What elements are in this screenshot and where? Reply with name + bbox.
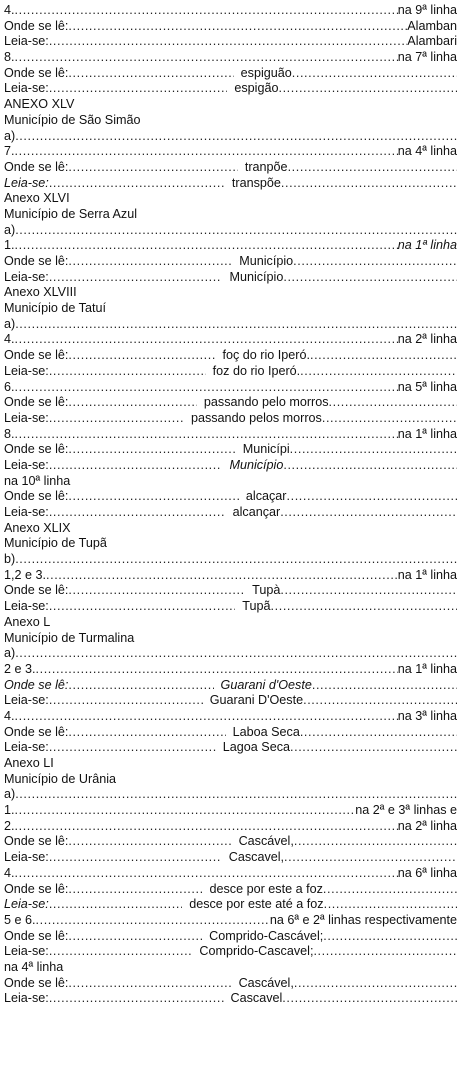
errata-line [4, 929, 457, 945]
dot-leader [68, 583, 245, 599]
errata-line [4, 819, 457, 835]
errata-line [4, 317, 457, 333]
line-reference: Alamban [407, 18, 457, 33]
correction-term: Municípi [242, 442, 290, 457]
correction-term: Cascavel [230, 991, 283, 1006]
correction-label: Onde se lê: [4, 928, 69, 943]
errata-line [4, 521, 457, 537]
correction-term: alcançar [232, 505, 281, 519]
dot-leader [68, 678, 213, 694]
errata-line [4, 474, 457, 490]
dot-leader [303, 693, 457, 709]
dot-leader [68, 929, 202, 945]
errata-line [4, 631, 457, 647]
errata-line [4, 834, 457, 850]
item-label: a) [4, 787, 16, 802]
errata-line [4, 458, 457, 474]
dot-leader [15, 144, 398, 160]
dot-leader [312, 678, 457, 694]
dot-leader [280, 505, 457, 521]
section-heading: Município de Serra Azul [4, 206, 138, 221]
errata-line [4, 662, 457, 678]
errata-line [4, 270, 457, 286]
dot-leader [15, 819, 398, 835]
section-heading: Anexo XLVIII [4, 285, 77, 300]
correction-term: passando pelo morros [203, 395, 329, 410]
dot-leader [49, 991, 224, 1007]
dot-leader [293, 254, 457, 270]
item-label: a) [4, 316, 16, 331]
item-label: 1,2 e 3. [4, 567, 47, 582]
errata-line [4, 66, 457, 82]
dot-leader [280, 583, 457, 599]
correction-label: Leia-se: [4, 944, 49, 959]
dot-leader [294, 976, 457, 992]
correction-label: Leia-se: [4, 410, 49, 425]
correction-label: Leia-se: [4, 740, 49, 755]
errata-line [4, 285, 457, 301]
dot-leader [323, 882, 457, 898]
errata-line [4, 332, 457, 348]
dot-leader [49, 693, 203, 709]
errata-line [4, 505, 457, 521]
correction-label: Leia-se: [4, 505, 49, 519]
item-label: 1. [4, 803, 15, 818]
dot-leader [68, 348, 215, 364]
errata-line [4, 301, 457, 317]
errata-line [4, 254, 457, 270]
dot-leader [324, 897, 457, 913]
correction-label: Onde se lê: [4, 395, 69, 410]
errata-line [4, 552, 457, 568]
correction-term: Comprido-Cascavel; [199, 944, 314, 959]
dot-leader [46, 568, 398, 584]
correction-label: Onde se lê: [4, 724, 69, 739]
correction-term: Tupà [252, 583, 281, 598]
correction-label: Leia-se: [4, 81, 49, 96]
errata-line [4, 348, 457, 364]
dot-leader [36, 662, 398, 678]
errata-line [4, 238, 457, 254]
item-label: b) [4, 552, 16, 567]
item-label: 4. [4, 332, 15, 347]
line-reference: na 5ª linha [397, 379, 457, 394]
item-label: 2 e 3. [4, 661, 36, 676]
errata-line [4, 129, 457, 145]
item-label: 1. [4, 238, 15, 253]
section-heading: Anexo L [4, 614, 51, 629]
line-reference: na 9ª linha [397, 3, 457, 17]
correction-term: Tupã [242, 599, 271, 614]
errata-line [4, 756, 457, 772]
errata-line [4, 709, 457, 725]
errata-line [4, 693, 457, 709]
line-reference: na 1ª linha [397, 238, 457, 253]
dot-leader [49, 740, 216, 756]
errata-line [4, 364, 457, 380]
dot-leader [15, 427, 398, 443]
dot-leader [49, 364, 206, 380]
dot-leader [36, 913, 270, 929]
line-reference: na 6ª linha [397, 865, 457, 880]
errata-line [4, 176, 457, 192]
correction-term: Cascável, [238, 834, 294, 849]
line-reference: na 1ª linha [397, 567, 457, 582]
correction-term: Município [229, 269, 284, 284]
errata-line [4, 568, 457, 584]
dot-leader [68, 254, 232, 270]
dot-leader [15, 3, 398, 19]
item-label: a) [4, 646, 16, 661]
dot-leader [68, 19, 407, 35]
correction-term: Guarani d'Oeste [220, 677, 312, 692]
dot-leader [15, 646, 457, 662]
dot-leader [290, 740, 457, 756]
correction-label: Leia-se: [4, 693, 49, 708]
dot-leader [49, 944, 193, 960]
dot-leader [49, 850, 222, 866]
dot-leader [49, 505, 226, 521]
errata-line [4, 772, 457, 788]
dot-leader [49, 458, 223, 474]
correction-term: foz do rio Iperó. [212, 363, 301, 378]
dot-leader [49, 176, 225, 192]
dot-leader [283, 458, 457, 474]
line-reference: na 6ª e 2ª linhas respectivamente [269, 912, 457, 927]
correction-label: Onde se lê: [4, 348, 69, 363]
dot-leader [15, 803, 356, 819]
dot-leader [49, 897, 182, 913]
dot-leader [292, 66, 457, 82]
errata-line [4, 34, 457, 50]
correction-label: Onde se lê: [4, 834, 69, 849]
correction-label: Leia-se: [4, 897, 49, 912]
errata-line [4, 583, 457, 599]
errata-line [4, 850, 457, 866]
errata-line [4, 207, 457, 223]
correction-label: Leia-se: [4, 457, 49, 472]
dot-leader [322, 411, 457, 427]
dot-leader [283, 270, 457, 286]
item-label: 8. [4, 50, 15, 65]
errata-line [4, 442, 457, 458]
errata-line [4, 191, 457, 207]
errata-line [4, 97, 457, 113]
dot-leader [15, 50, 398, 66]
dot-leader [68, 489, 238, 505]
correction-label: Onde se lê: [4, 975, 69, 990]
correction-label: Onde se lê: [4, 583, 69, 598]
correction-term: espiguão [240, 65, 292, 80]
section-heading: Anexo LI [4, 756, 54, 770]
correction-label: Onde se lê: [4, 254, 69, 268]
errata-line [4, 615, 457, 631]
correction-term: passando pelos morros [190, 410, 322, 425]
dot-leader [15, 223, 457, 239]
errata-line [4, 3, 457, 19]
errata-line [4, 866, 457, 882]
dot-leader [15, 317, 457, 333]
item-label: a) [4, 222, 16, 237]
errata-line [4, 395, 457, 411]
dot-leader [281, 176, 457, 192]
correction-term: tranpõe [244, 159, 288, 174]
correction-term: Cascável, [238, 975, 294, 990]
item-label: 6. [4, 379, 15, 394]
line-reference: na 2ª linha [397, 818, 457, 833]
dot-leader [323, 929, 457, 945]
dot-leader [271, 599, 457, 615]
section-heading: Anexo XLVI [4, 191, 70, 206]
errata-line [4, 960, 457, 976]
errata-line [4, 411, 457, 427]
correction-term: Comprido-Cascável; [209, 928, 324, 943]
errata-line [4, 144, 457, 160]
item-label: Onde se lê: [4, 18, 69, 33]
errata-line [4, 913, 457, 929]
section-heading: Anexo XLIX [4, 520, 71, 535]
errata-line [4, 536, 457, 552]
dot-leader [15, 709, 398, 725]
dot-leader [68, 66, 233, 82]
errata-line [4, 882, 457, 898]
item-label: 2. [4, 818, 15, 833]
correction-label: Onde se lê: [4, 65, 69, 80]
line-reference: na 1ª linha [397, 661, 457, 676]
errata-line [4, 897, 457, 913]
correction-label: Leia-se: [4, 850, 49, 865]
item-label: 4. [4, 3, 15, 17]
errata-line [4, 19, 457, 35]
correction-label: Leia-se: [4, 175, 49, 190]
errata-line [4, 113, 457, 129]
correction-term: foç do rio Iperó. [222, 348, 310, 363]
correction-label: Onde se lê: [4, 881, 69, 896]
item-label: 4. [4, 708, 15, 723]
dot-leader [284, 850, 457, 866]
dot-leader [68, 976, 231, 992]
errata-line [4, 160, 457, 176]
dot-leader [68, 442, 235, 458]
dot-leader [288, 160, 457, 176]
correction-term: desce por este a foz [209, 881, 323, 896]
section-heading: Município de Tupã [4, 536, 107, 551]
errata-line [4, 991, 457, 1007]
section-heading: Município de Tatuí [4, 301, 106, 316]
item-label: 4. [4, 865, 15, 880]
dot-leader [300, 364, 457, 380]
line-reference: na 7ª linha [397, 50, 457, 65]
correction-label: Leia-se: [4, 363, 49, 378]
line-reference: na 4ª linha [397, 144, 457, 159]
correction-term: Município [229, 457, 284, 472]
dot-leader [15, 866, 398, 882]
correction-term: Município [239, 254, 294, 268]
item-label: Leia-se: [4, 34, 49, 49]
dot-leader [329, 395, 457, 411]
dot-leader [313, 944, 457, 960]
dot-leader [68, 725, 225, 741]
errata-line [4, 787, 457, 803]
errata-line [4, 944, 457, 960]
correction-term: alcaçar [245, 489, 287, 504]
dot-leader [68, 882, 202, 898]
errata-line [4, 646, 457, 662]
errata-line [4, 223, 457, 239]
dot-leader [49, 599, 235, 615]
errata-line [4, 489, 457, 505]
correction-label: Onde se lê: [4, 677, 69, 692]
errata-line [4, 740, 457, 756]
section-heading: na 10ª linha [4, 473, 71, 488]
dot-leader [278, 81, 457, 97]
dot-leader [294, 834, 457, 850]
errata-line [4, 50, 457, 66]
line-reference: na 2ª linha [397, 332, 457, 347]
section-heading: Município de São Simão [4, 112, 141, 127]
dot-leader [15, 787, 457, 803]
errata-line [4, 976, 457, 992]
correction-label: Leia-se: [4, 991, 49, 1006]
line-reference: na 3ª linha [397, 708, 457, 723]
item-label: 8. [4, 426, 15, 441]
correction-label: Leia-se: [4, 269, 49, 284]
errata-line [4, 725, 457, 741]
section-heading: ANEXO XLV [4, 97, 75, 112]
correction-term: Laboa Seca [232, 724, 300, 739]
dot-leader [310, 348, 457, 364]
dot-leader [15, 129, 457, 145]
section-heading: Município de Urânia [4, 771, 117, 786]
dot-leader [300, 725, 457, 741]
section-heading: Município de Turmalina [4, 630, 135, 645]
correction-label: Onde se lê: [4, 159, 69, 174]
dot-leader [49, 81, 228, 97]
dot-leader [68, 160, 237, 176]
dot-leader [68, 395, 196, 411]
correction-term: Cascavel, [228, 850, 285, 865]
line-reference: Alambari [407, 34, 457, 49]
correction-label: Onde se lê: [4, 442, 69, 457]
dot-leader [15, 238, 398, 254]
correction-term: Lagoa Seca [222, 740, 291, 755]
item-label: a) [4, 128, 16, 143]
errata-line [4, 599, 457, 615]
dot-leader [68, 834, 231, 850]
correction-term: desce por este até a foz [189, 897, 324, 912]
dot-leader [49, 411, 184, 427]
line-reference: na 1ª linha [397, 426, 457, 441]
errata-line [4, 678, 457, 694]
dot-leader [287, 489, 457, 505]
item-label: 7. [4, 144, 15, 159]
dot-leader [49, 34, 407, 50]
correction-term: espigão [234, 81, 279, 96]
errata-line [4, 803, 457, 819]
dot-leader [290, 442, 457, 458]
errata-line [4, 81, 457, 97]
section-heading: na 4ª linha [4, 959, 64, 974]
dot-leader [15, 552, 457, 568]
errata-line [4, 380, 457, 396]
correction-term: transpõe [231, 175, 281, 190]
dot-leader [49, 270, 223, 286]
line-reference: na 2ª e 3ª linhas e [355, 803, 457, 818]
correction-label: Onde se lê: [4, 489, 69, 504]
errata-line [4, 427, 457, 443]
correction-term: Guarani D'Oeste [209, 693, 304, 708]
dot-leader [282, 991, 457, 1007]
item-label: 5 e 6. [4, 912, 36, 927]
correction-label: Leia-se: [4, 599, 49, 614]
dot-leader [15, 332, 398, 348]
dot-leader [15, 380, 398, 396]
